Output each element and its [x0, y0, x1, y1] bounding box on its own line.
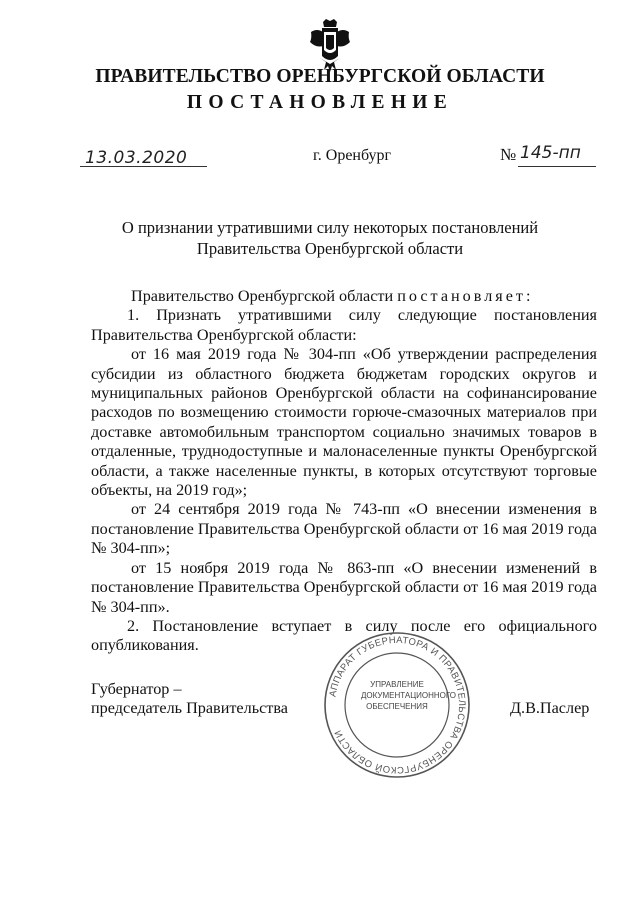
- signatory-name: Д.В.Паслер: [510, 699, 590, 717]
- stamp-line-1: УПРАВЛЕНИЕ: [370, 680, 424, 689]
- paragraph-1: 1. Признать утратившими силу следующие постановления Правительства Оренбургской области:: [91, 306, 597, 344]
- position-line-2: председатель Правительства: [91, 699, 288, 718]
- document-city: г. Оренбург: [313, 147, 392, 164]
- stamp-line-2: ДОКУМЕНТАЦИОННОГО: [361, 691, 456, 700]
- intro-paragraph: [91, 287, 597, 306]
- stamp-line-3: ОБЕСПЕЧЕНИЯ: [366, 702, 428, 711]
- government-name: ПРАВИТЕЛЬСТВО ОРЕНБУРГСКОЙ ОБЛАСТИ: [95, 66, 545, 87]
- document-body: [91, 287, 597, 656]
- paragraph-act-863: от 15 ноября 2019 года № 863-пп «О внесении изменений в постановление Правительства Оренбургской области от 16 мая 2019 года № 304-пп».: [91, 558, 597, 616]
- stamp-center-text: [361, 679, 456, 712]
- document-type: ПОСТАНОВЛЕНИЕ: [186, 92, 454, 113]
- stamp-ring-text: АППАРАТ ГУБЕРНАТОРА И ПРАВИТЕЛЬСТВА ОРЕНБУРГСКОЙ ОБЛАСТИ: [327, 634, 468, 776]
- number-underline: [518, 166, 596, 167]
- number-label: №: [500, 145, 517, 164]
- date-underline: [80, 166, 207, 167]
- document-date: 13.03.2020: [85, 148, 188, 168]
- document-number: 145-пп: [520, 143, 581, 163]
- position-line-1: Губернатор –: [91, 680, 182, 698]
- document-subject: [100, 218, 560, 259]
- intro-text: Правительство Оренбургской области: [131, 287, 398, 305]
- paragraph-act-743: от 24 сентября 2019 года № 743-пп «О внесении изменения в постановление Правительства Оренбургской области от 16 мая 2019 года № 304-пп»;: [91, 500, 597, 558]
- subject-line-1: О признании утратившими силу некоторых постановлений: [121, 218, 539, 237]
- paragraph-act-304: от 16 мая 2019 года № 304-пп «Об утверждении распределения субсидии из областного бюджета бюджетам городских округов и муниципальных районов Оренбургской области на софинансирование расходов по возмещению стоимости горюче-смазочных материалов при доставке автомобильным транспортом социально значимых товаров в отдаленные, труднодоступные и малонаселенные пункты Оренбургской области, а также населенные пункты, в которых отсутствуют торговые объекты, на 2019 год»;: [91, 345, 597, 500]
- paragraph-2: 2. Постановление вступает в силу после его официального опубликования.: [91, 616, 597, 655]
- intro-verb: постановляет:: [397, 287, 534, 305]
- subject-line-2: Правительства Оренбургской области: [196, 238, 464, 258]
- signatory-position: [91, 680, 288, 719]
